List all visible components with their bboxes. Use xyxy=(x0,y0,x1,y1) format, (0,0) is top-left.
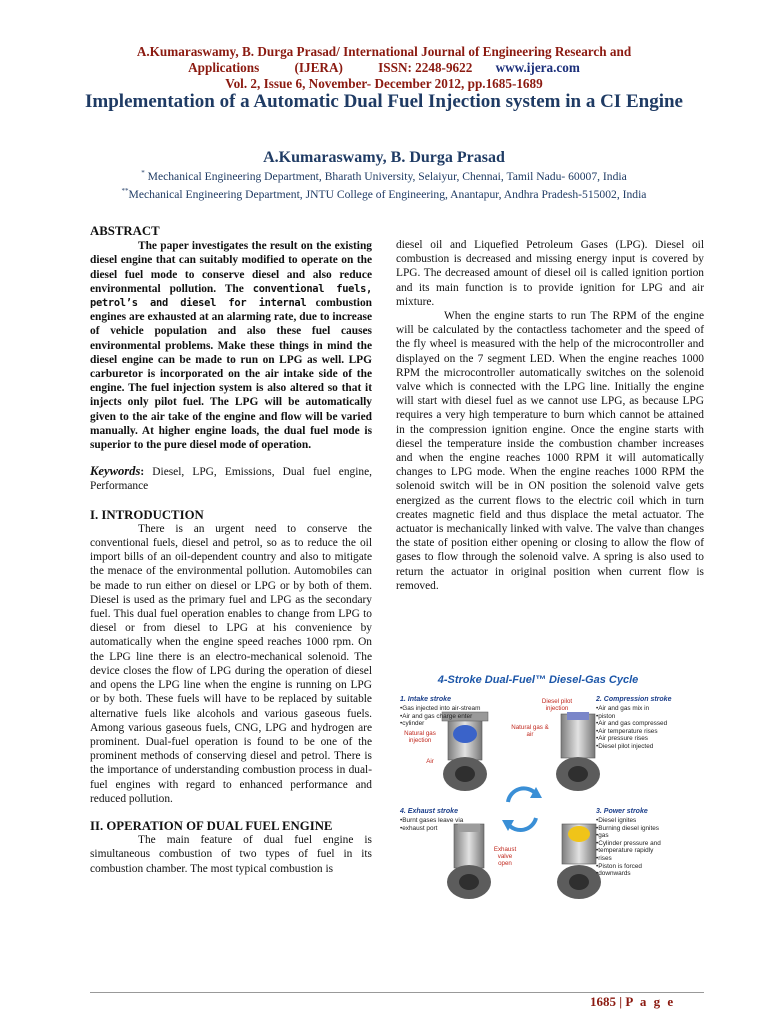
power-bullet: • gas xyxy=(596,832,661,840)
intake-heading: 1. Intake stroke xyxy=(400,696,451,703)
journal-header-line2 xyxy=(60,60,708,76)
journal-volume-line: Vol. 2, Issue 6, November- December 2012, pp.1685-1689 xyxy=(225,76,543,91)
abstract-heading: ABSTRACT xyxy=(90,224,160,238)
compression-bullet: • Air temperature rises xyxy=(596,728,667,736)
keywords-colon: : xyxy=(140,466,145,479)
dual-fuel-cycle-figure xyxy=(396,674,680,906)
compression-bullet: • piston xyxy=(596,713,667,721)
exhaust-bullet: • exhaust port xyxy=(400,825,463,833)
page-num: 1685 xyxy=(590,994,616,1009)
intake-bullets xyxy=(400,705,480,728)
power-bullet: • Burning diesel ignites xyxy=(596,825,661,833)
figure-title: 4-Stroke Dual-Fuel™ Diesel-Gas Cycle xyxy=(437,674,639,686)
power-heading: 3. Power stroke xyxy=(596,808,648,815)
intake-air-label: Air xyxy=(426,758,434,765)
affil-mark-2: ** xyxy=(121,187,129,196)
affiliation-1: Mechanical Engineering Department, Bharath University, Selaiyur, Chennai, Tamil Nadu- 60007, India xyxy=(144,169,627,183)
cycle-arrows-icon xyxy=(502,787,542,831)
power-bullet: • downwards xyxy=(596,870,661,878)
power-bullet: • Diesel ignites xyxy=(596,817,661,825)
right-para-2: When the engine starts to run The RPM of the engine will be calculated by the contactless tachometer and the speed of the fly wheel is measured with the help of the microcontroller and displayed on the 7 segment LED. When the engine reaches 1000 RPM the microcontroller automatically switches on the solenoid valve which is connected with the LPG line. Initially the engine will start with diesel fuel as we cannot use LPG, as because LPG requires a very high temperature to burn which cannot be attained in the compression ignition engine. Once the engine starts with diesel the temperature inside the combustion chamber increases and when the engine reaches 1000 RPM it will automatically changes to LPG mode. When the engine reaches 1000 RPM the solenoid switch will be in ON position the solenoid valve gets energized as the current flows to the electric coil which in turn creates magnetic field and thus displace the metal actuator. The actuator is mechanically linked with valve. The valve than changes the state of position either opening or closing to allow the flow of gases to flow through the solenoid valve. A spring is also used to return the actuator in original position when current flow is removed. xyxy=(396,310,704,592)
journal-url[interactable]: www.ijera.com xyxy=(495,60,580,75)
paper-authors: A.Kumaraswamy, B. Durga Prasad xyxy=(263,149,505,166)
exhaust-bullets xyxy=(400,817,463,832)
right-column xyxy=(396,238,704,593)
power-bullet: • temperature rapidly xyxy=(596,847,661,855)
compression-bullet: • Air and gas compressed xyxy=(596,720,667,728)
operation-text: The main feature of dual fuel engine is simultaneous combustion of two types of fuel in its combustion chamber. The most typical combustion is xyxy=(90,834,372,875)
journal-apps: Applications xyxy=(188,60,260,75)
page-word: P a g e xyxy=(625,994,676,1009)
paper-title: Implementation of a Automatic Dual Fuel Injection system in a CI Engine xyxy=(85,91,683,112)
keywords xyxy=(90,464,372,493)
right-para-1: diesel oil and Liquefied Petroleum Gases (LPG). Diesel oil combustion is decreased and missing energy input is covered by LPG. The decreased amount of diesel oil is called ignition portion and its main function is to provide ignition for LPG and air mixture. xyxy=(396,239,704,308)
page-sep: | xyxy=(616,994,626,1009)
natural-gas-air-label: Natural gas & air xyxy=(511,724,549,738)
abstract-part-3: combustion engines are exhausted at an alarming rate, due to increase of vehicle population and also these fuel causes environmental problems. Make these things in mind the diesel engine can be made to run on LPG as well. LPG carburetor is incorporated on the air intake side of the engine. The fuel injection system is also altered so that it injects only pilot fuel. The LPG will be automatically given to the air take of the engine and flow will be varied manually. At higher engine loads, the dual fuel mode is superior to the pure diesel mode of operation. xyxy=(90,297,372,452)
compression-heading: 2. Compression stroke xyxy=(596,696,672,703)
diesel-pilot-label: Diesel pilot injection xyxy=(541,698,573,712)
intake-gas-label: Natural gas injection xyxy=(404,730,436,744)
power-bullets xyxy=(596,817,661,878)
power-bullet: • rises xyxy=(596,855,661,863)
keywords-label: Keywords xyxy=(90,464,141,479)
exhaust-valve-label: Exhaust valve open xyxy=(493,846,517,867)
intake-bullet: • Gas injected into air-stream xyxy=(400,705,480,713)
exhaust-bullet: • Burnt gases leave via xyxy=(400,817,463,825)
footer-rule xyxy=(90,992,704,993)
power-engine-illustration xyxy=(557,824,601,899)
compression-bullet: • Diesel pilot injected xyxy=(596,743,667,751)
affil-mark-1: * xyxy=(141,169,145,177)
intro-text: There is an urgent need to conserve the conventional fuels, diesel and petrol, so as to reduce the oil import bills of an oil-dependent country and also to mitigate the menace of the environmental pollution. Automobiles can be made to run either on diesel or LPG or by both of them. Diesel is used as the primary fuel and LPG as the secondary fuel. This dual fuel operation enables to change from LPG to diesel or from diesel to LPG at his convenience by automatically when the engine speed reaches 1000 rpm. On the LPG line there is an electro-mechanical solenoid. The device closes the flow of LPG during the operation of diesel and opens the LPG line when the engine is running on LPG or by both. These fuels will have to be replaced by suitable alternative fuels like alcohols and various gaseous fuels. Among various gaseous fuels, CNG, LPG and hydrogen are prominent. Dual-fuel operation is found to be one of the prominent methods of conserving diesel and petrol. There is the importance of understanding combustion process in dual-fuel engines with regard to enhanced performance and reduced pollution. xyxy=(90,522,372,805)
page-number xyxy=(590,994,675,1010)
journal-abbrev: (IJERA) xyxy=(294,60,343,75)
journal-issn: ISSN: 2248-9622 xyxy=(378,60,473,75)
abstract-part-1: The paper investigates the result on the existing diesel engine that can suitably modified to operate on the diesel fuel mode to conserve diesel and also reduce environmental pollution. The xyxy=(90,240,372,295)
compression-bullet: • Air pressure rises xyxy=(596,735,667,743)
abstract-part-2: conventional fuels, petrol’s and diesel for internal xyxy=(90,282,372,310)
abstract-text xyxy=(90,239,372,452)
intro-heading: I. INTRODUCTION xyxy=(90,507,204,522)
affiliation-2: Mechanical Engineering Department, JNTU College of Engineering, Anantapur, Andhra Pradesh-515002, India xyxy=(128,188,647,202)
intake-bullet: • cylinder xyxy=(400,720,480,728)
journal-header-line1: A.Kumaraswamy, B. Durga Prasad/ International Journal of Engineering Research and xyxy=(136,44,632,59)
exhaust-engine-illustration xyxy=(447,824,491,899)
operation-heading: II. OPERATION OF DUAL FUEL ENGINE xyxy=(90,818,333,833)
power-bullet: • Piston is forced xyxy=(596,863,661,871)
power-bullet: • Cylinder pressure and xyxy=(596,840,661,848)
compression-bullet: • Air and gas mix in xyxy=(596,705,667,713)
exhaust-heading: 4. Exhaust stroke xyxy=(400,808,458,815)
affiliations xyxy=(100,166,668,203)
intake-bullet: • Air and gas charge enter xyxy=(400,713,480,721)
left-column xyxy=(90,224,372,876)
keywords-text: Diesel, LPG, Emissions, Dual fuel engine, Performance xyxy=(90,466,372,493)
compression-engine-illustration xyxy=(556,712,600,791)
compression-bullets xyxy=(596,705,667,751)
